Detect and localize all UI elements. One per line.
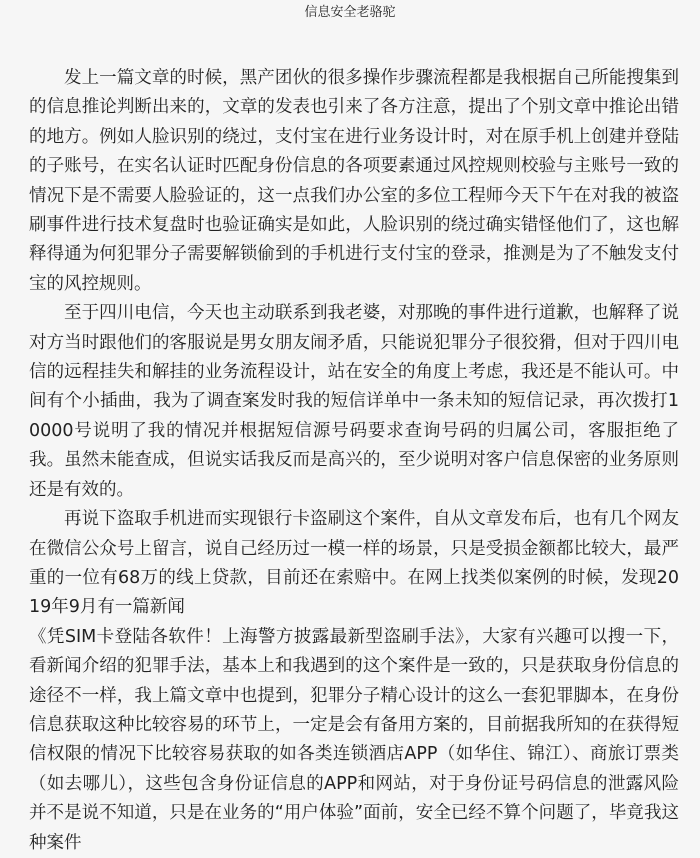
article-body bbox=[29, 64, 679, 858]
page-title: 信息安全老骆驼 bbox=[304, 5, 396, 20]
paragraph-1: 发上一篇文章的时候，黑产团伙的很多操作步骤流程都是我根据自己所能搜集到的信息推论判断出来的，文章的发表也引来了各方注意，提出了个别文章中推论出错的地方。例如人脸识别的绕过，支付宝在进行业务设计时，对在原手机上创建并登陆的子账号，在实名认证时匹配身份信息的各项要素通过风控规则校验与主账号一致的情况下是不需要人脸验证的，这一点我们办公室的多位工程师今天下午在对我的被盗刷事件进行技术复盘时也验证确实是如此，人脸识别的绕过确实错怪他们了，这也解释得通为何犯罪分子需要解锁偷到的手机进行支付宝的登录，推测是为了不触发支付宝的风控规则。 bbox=[29, 68, 679, 294]
paragraph-3: 再说下盗取手机进而实现银行卡盗刷这个案件，自从文章发布后，也有几个网友在微信公众号上留言，说自己经历过一模一样的场景，只是受损金额都比较大，最严重的一位有68万的线上贷款，目前还在索赔中。在网上找类似案例的时候，发现2019年9月有一篇新闻 bbox=[29, 509, 679, 618]
paragraph-4: 《凭SIM卡登陆各软件！上海警方披露最新型盗刷手法》，大家有兴趣可以搜一下，看新闻介绍的犯罪手法，基本上和我遇到的这个案件是一致的，只是获取身份信息的途径不一样，我上篇文章中也提到，犯罪分子精心设计的这么一套犯罪脚本，在身份信息获取这种比较容易的环节上，一定是会有备用方案的，目前据我所知的在获得短信权限的情况下比较容易获取的如各类连锁酒店APP（如华住、锦江）、商旅订票类（如去哪儿），这些包含身份证信息的APP和网站，对于身份证号码信息的泄露风险并不是说不知道，只是在业务的“用户体验”面前，安全已经不算个问题了，毕竟我这种案件 bbox=[29, 626, 679, 853]
paragraph-2: 至于四川电信，今天也主动联系到我老婆，对那晚的事件进行道歉，也解释了说对方当时跟他们的客服说是男女朋友闹矛盾，只能说犯罪分子很狡猾，但对于四川电信的远程挂失和解挂的业务流程设计，站在安全的角度上考虑，我还是不能认可。中间有个小插曲，我为了调查案发时我的短信详单中一条未知的短信记录，再次拨打10000号说明了我的情况并根据短信源号码要求查询号码的归属公司，客服拒绝了我。虽然未能查成，但说实话我反而是高兴的，至少说明对客户信息保密的业务原则还是有效的。 bbox=[29, 303, 679, 500]
